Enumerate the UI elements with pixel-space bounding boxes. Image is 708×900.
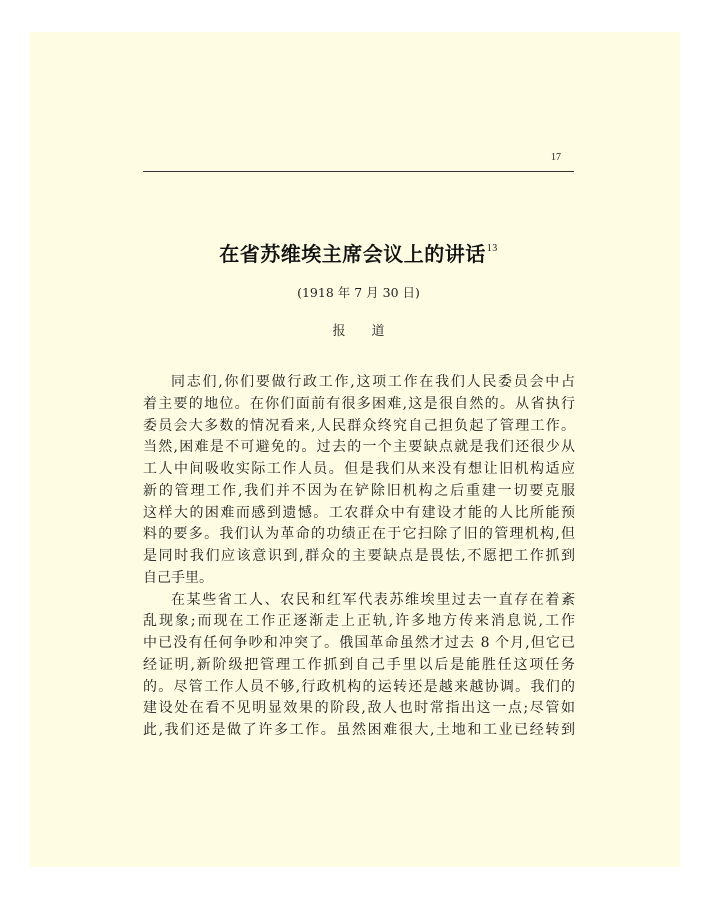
article-date: (1918 年 7 月 30 日) — [297, 285, 420, 300]
text-line: 这样大的困难而感到遗憾。工农群众中有建设才能的人比所能预 — [143, 504, 575, 521]
text-line: 经证明,新阶级把管理工作抓到自己手里以后是能胜任这项任务 — [143, 656, 575, 673]
header-rule — [143, 171, 574, 172]
text-line: 建设处在看不见明显效果的阶段,敌人也时常指出这一点;尽管如 — [143, 700, 575, 717]
text-line: 工人中间吸收实际工作人员。但是我们从来没有想让旧机构适应 — [143, 461, 575, 477]
text-line: 委员会大多数的情况看来,人民群众终究自己担负起了管理工作。 — [143, 417, 575, 434]
article-title — [143, 238, 574, 267]
text-line: 的。尽管工作人员不够,行政机构的运转还是越来越协调。我们的 — [143, 678, 575, 695]
text-line: 乱现象;而现在工作正逐渐走上正轨,许多地方传来消息说,工作 — [143, 613, 575, 630]
text-line: 料的要多。我们认为革命的功绩正在于它扫除了旧的管理机构,但 — [143, 526, 575, 543]
text-line: 自己手里。 — [143, 569, 213, 586]
article-title-text: 在省苏维埃主席会议上的讲话 — [219, 242, 486, 266]
article-kind: 报道 — [332, 324, 411, 339]
text-line: 当然,困难是不可避免的。过去的一个主要缺点就是我们还很少从 — [143, 439, 575, 456]
body-text — [143, 372, 575, 742]
text-line: 中已没有任何争吵和冲突了。俄国革命虽然才过去 8 个月,但它已 — [143, 635, 575, 651]
text-line: 是同时我们应该意识到,群众的主要缺点是畏怯,不愿把工作抓到 — [143, 548, 575, 564]
page-number: 17 — [551, 152, 561, 163]
text-line: 在某些省工人、农民和红军代表苏维埃里过去一直存在着紊 — [171, 591, 575, 608]
text-line: 新的管理工作,我们并不因为在铲除旧机构之后重建一切要克服 — [143, 482, 575, 499]
footnote-mark[interactable]: 13 — [486, 243, 498, 254]
text-line: 此,我们还是做了许多工作。虽然困难很大,土地和工业已经转到 — [143, 722, 575, 738]
text-line: 同志们,你们要做行政工作,这项工作在我们人民委员会中占 — [171, 374, 575, 390]
text-line: 着主要的地位。在你们面前有很多困难,这是很自然的。从省执行 — [143, 395, 575, 412]
